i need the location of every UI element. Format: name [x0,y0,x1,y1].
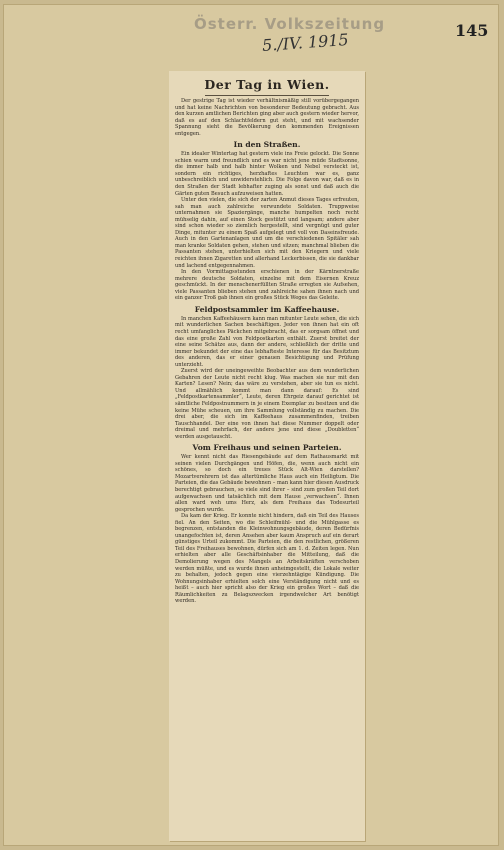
divider [205,95,329,96]
article-headline: Der Tag in Wien. [204,77,330,92]
paragraph: In manchen Kaffeehäusern kann man mitunter Leute sehen, die sich mit wunderlichen Sachen beschäftigen. Jeder von ihnen hat ein oft recht umfangliches Päckchen mitgebracht, das er sorgsam öffnet und das eine große Zahl von Feldpostkarten enthält. Zuerst breitet der eine seine Schätze aus, dann der andere, schließlich der dritte und immer bekundet der eine das lebhafteste Interesse für das Besitztum des anderen, das er einer genauen Besichtigung und Prüfung unterzieht. [175,315,359,368]
paragraph: Wer kennt nicht das Riesengebäude auf dem Rathausmarkt mit seinen vielen Durchgängen und Höfen, die, wenn auch nicht ein schönes, so doch ein treues Stück Alt-Wien darstellen? Mozartverehrern ist das altertümliche Haus auch ein Heiligtum. Die Parteien, die das Gebäude bewohnen – man kann hier diesen Ausdruck berechtigt gebrauchen, so viele sind ihrer – sind zum großen Teil dort aufgewachsen und tatsächlich mit dem Hause „verwachsen“. Ihnen allen ward weh ums Herz, als dem Freihaus das Todesurteil gesprochen wurde. [175,454,359,513]
handwritten-date: 5./IV. 1915 [261,30,350,55]
paragraph: Da kam der Krieg. Er konnte nicht hindern, daß ein Teil des Hauses fiel. An den Seiten, wo die Schleifmühl- und die Mühlgasse es begrenzen, entstanden die Kleinwohnungsgebäude, deren Bedürfnis unangefochten ist, deren Ansehen aber kaum Anspruch auf ein derart günstiges Urteil zukommt. Die Parteien, die den restlichen, größeren Teil des Freihauses bewohnen, dürfen sich am 1. d. Zeiten legen. Nun erhielten aber alle Geschäftsinhaber die Mitteilung, daß die Demolierung wegen des Mangels an Arbeitskräften verschoben werden müßte, und es wurde ihnen anheimgestellt, die Lokale weiter zu behalten, jedoch gegen eine vierzehntägige Kündigung. Die Wohnungsinhaber erhielten solch eine Verständigung nicht und es heißt – auch hier spricht also der Krieg ein großes Wort – daß die Räumlichkeiten zu Belagszwecken irgendwelcher Art benötigt werden. [175,513,359,605]
newspaper-clipping [169,71,365,841]
paragraph: In den Vormittagsstunden erschienen in der Kärntnerstraße mehrere deutsche Soldaten, einzelne mit dem Eisernen Kreuz geschmückt. In der menschenerfüllten Straße erregten sie Aufsehen, viele Passanten blieben stehen und zahlreiche sahen ihnen nach und ein ganzer Troß gab ihnen ein großes Stück Weges das Geleite. [175,269,359,302]
archive-sheet [3,4,499,846]
paragraph: Zuerst wird der uneingeweihte Beobachter aus dem wunderlichen Gebahren der Leute nicht recht klug. Was machen sie nur mit den Karten? Lesen? Nein; das wäre zu verstehen, aber sie tun es nicht. Und allmählich kommt man dann darauf: Es sind „Feldpostkartensammler“, Leute, deren Ehrgeiz darauf gerichtet ist sämtliche Feldpostnummern in je einem Exemplar zu besitzen und die keine Mühe scheuen, um ihre Sammlung vollständig zu machen. Die drei aber, die sich im Kaffeehaus zusammenfinden, treiben Tauschhandel. Der eine von ihnen hat diese Nummer doppelt oder dreimal und mehrfach, der andere jene und diese „Doubletten“ werden ausgetauscht. [175,368,359,440]
page-number: 145 [455,21,489,40]
section-heading: Vom Freihaus und seinen Parteien. [192,443,342,453]
section-heading: Feldpostsammler im Kaffeehause. [194,304,340,314]
paragraph: Unter den vielen, die sich der zarten Anmut dieses Tages erfreuten, sah man auch zahlreiche verwundete Soldaten. Truppweise unternahmen sie Spaziergänge, manche humpelten noch recht mühselig dahin, auf einen Stock gestützt und langsam; andere aber sind schon wieder so ziemlich hergestellt, sind vergnügt und guter Dinge, mitunter zu einem Spaß aufgelegt und voll von Daseinsfreude. Auch in den Gartenanlagen und um die verschiedenen Spitäler sah man kranke Soldaten gehen, stehen und sitzen; manchmal blieben die Passanten stehen, unterhielten sich mit den Kriegern und viele reichten ihnen Zigaretten und allerhand Leckerbissen, die sie dankbar und lachend entgegennahmen. [175,197,359,269]
section-heading: In den Straßen. [233,140,301,150]
paragraph: Ein idealer Wintertag hat gestern viele ins Freie gelockt. Die Sonne schien warm und freundlich und es war nicht jene müde Stadtsonne, die immer halb und halb hinter Wolken und Nebel versteckt ist, sondern ein richtiges, herzhaftes Leuchten war es, ganz unbeschreiblich und unwiderstehlich. Die Folge davon war, daß es in den Straßen der Stadt lebhafter zuging als sonst und daß auch die Gärten guten Besuch aufzuweisen hatten. [175,151,359,197]
newspaper-stamp: Österr. Volkszeitung [194,15,386,33]
article-intro: Der gestrige Tag ist wieder verhältnismäßig still vorübergegangen und hat keine Nachrichten von besonderer Bedeutung gebracht. Aus den kurzen amtlichen Berichten ging aber auch gestern wieder hervor, daß es auf den Schlachtfeldern gut steht, und mit wachsender Spannung sieht die Bevölkerung den kommenden Ereignissen entgegen. [175,98,359,137]
